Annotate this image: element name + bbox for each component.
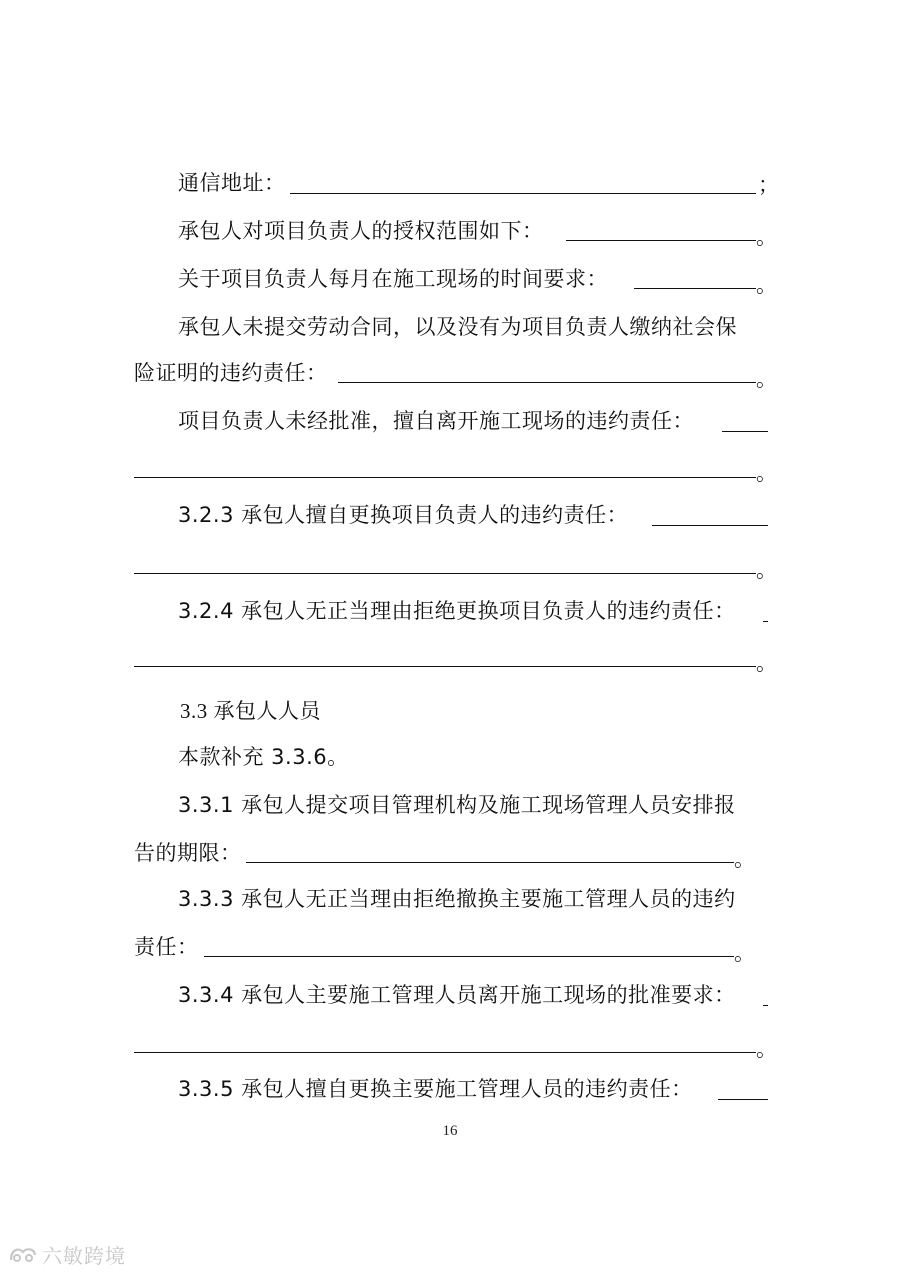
watermark-logo-icon — [8, 1244, 38, 1266]
clause-3-3-3-cont: 责任： — [134, 935, 199, 959]
clause-3-3-4-blank-b — [134, 1052, 756, 1053]
clause-3-3-1-end: 。 — [734, 847, 755, 871]
clause-3-2-3-end: 。 — [756, 558, 777, 582]
clause-3-2-4-blank-a — [763, 621, 768, 622]
unauthorized-leave-blank-b — [134, 477, 756, 478]
labor-contract-text: 承包人未提交劳动合同，以及没有为项目负责人缴纳社会保 — [178, 315, 737, 339]
unauthorized-leave-blank-a — [722, 431, 768, 432]
clause-3-3-1-cont: 告的期限： — [134, 841, 242, 865]
watermark-text: 六敏跨境 — [42, 1244, 126, 1268]
mailing-address-end: ； — [758, 173, 779, 197]
clause-3-2-3-blank-b — [134, 573, 756, 574]
clause-3-3-1-blank — [246, 862, 734, 863]
supplement-note: 本款补充 3.3.6。 — [178, 745, 349, 769]
monthly-time-blank — [634, 288, 756, 289]
page-number: 16 — [442, 1123, 458, 1139]
clause-3-3-3-blank — [204, 956, 734, 957]
monthly-time-label: 关于项目负责人每月在施工现场的时间要求： — [178, 267, 608, 291]
clause-3-2-3: 3.2.3 承包人擅自更换项目负责人的违约责任： — [178, 503, 629, 527]
clause-3-3-5-blank — [718, 1099, 768, 1100]
clause-3-3-4-end: 。 — [756, 1037, 777, 1061]
labor-contract-end: 。 — [756, 367, 777, 391]
authorization-scope-end: 。 — [756, 225, 777, 249]
mailing-address-blank — [290, 193, 756, 194]
unauthorized-leave-end: 。 — [756, 461, 777, 485]
authorization-scope-blank — [566, 240, 756, 241]
clause-3-3-5: 3.3.5 承包人擅自更换主要施工管理人员的违约责任： — [178, 1077, 693, 1101]
mailing-address-label: 通信地址： — [178, 171, 286, 195]
clause-3-2-4-end: 。 — [756, 651, 777, 675]
clause-3-3-1: 3.3.1 承包人提交项目管理机构及施工现场管理人员安排报 — [178, 793, 736, 817]
unauthorized-leave-text: 项目负责人未经批准，擅自离开施工现场的违约责任： — [178, 409, 694, 433]
clause-3-3-3: 3.3.3 承包人无正当理由拒绝撤换主要施工管理人员的违约 — [178, 887, 736, 911]
clause-3-3-3-end: 。 — [734, 941, 755, 965]
clause-3-3-4-blank-a — [763, 1005, 768, 1006]
section-3-3-heading: 3.3 承包人人员 — [180, 699, 321, 723]
watermark — [8, 1240, 126, 1269]
clause-3-2-3-blank-a — [652, 525, 768, 526]
clause-3-2-4-blank-b — [134, 666, 756, 667]
labor-contract-blank — [338, 382, 756, 383]
labor-contract-text-cont: 险证明的违约责任： — [134, 361, 328, 385]
clause-3-3-4: 3.3.4 承包人主要施工管理人员离开施工现场的批准要求： — [178, 983, 736, 1007]
authorization-scope-label: 承包人对项目负责人的授权范围如下： — [178, 219, 544, 243]
monthly-time-end: 。 — [756, 273, 777, 297]
clause-3-2-4: 3.2.4 承包人无正当理由拒绝更换项目负责人的违约责任： — [178, 599, 736, 623]
